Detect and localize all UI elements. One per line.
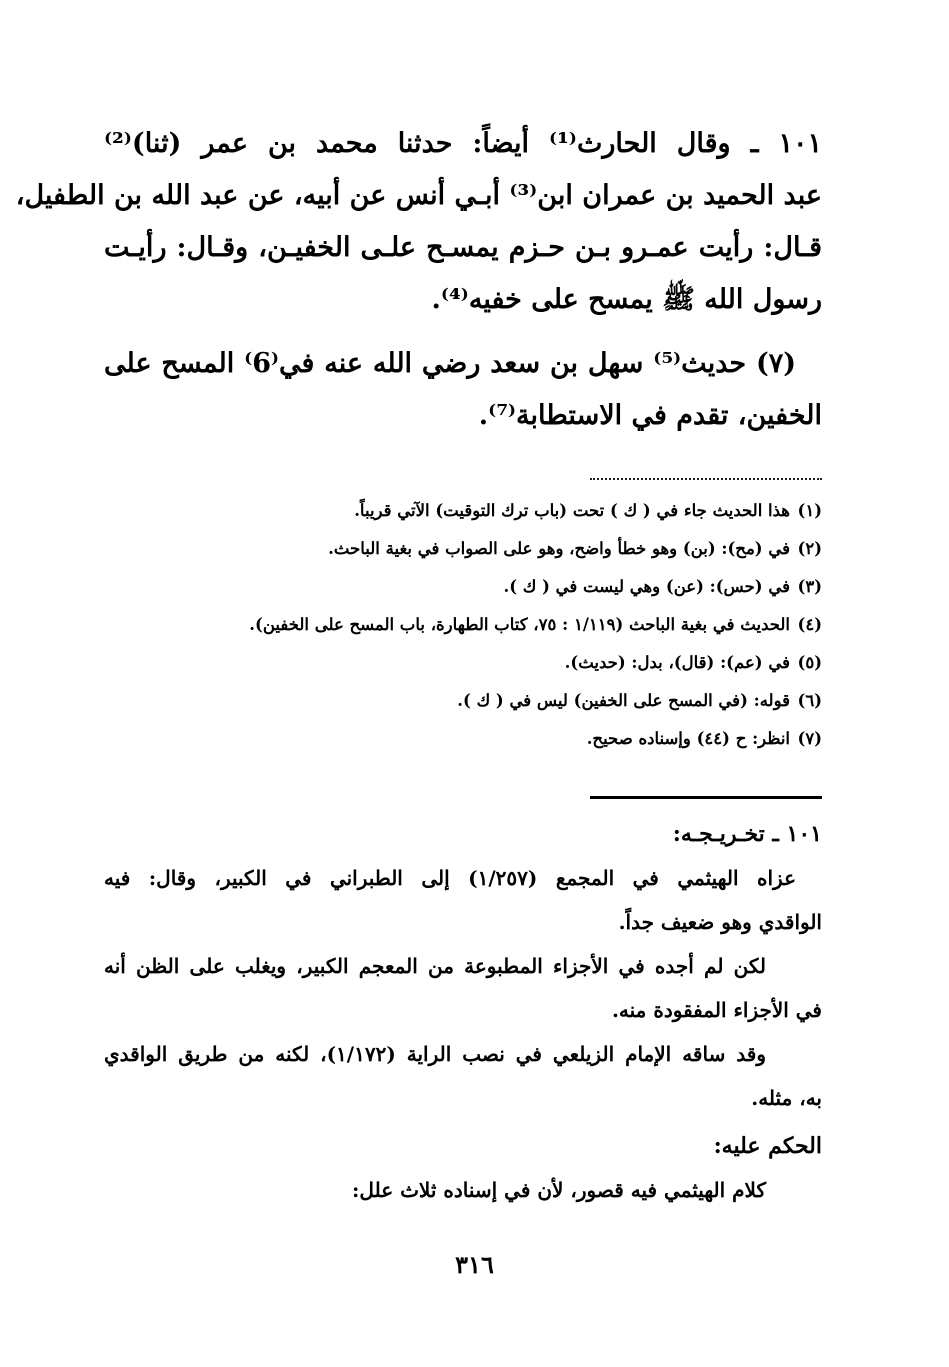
footnote-separator: [590, 478, 822, 480]
takhrij-line: لكن لم أجده في الأجزاء المطبوعة من المعجم الكبير، ويغلب على الظن أنه: [104, 954, 766, 978]
footnote-text: انظر: ح (٤٤) وإسناده صحيح.: [586, 729, 790, 748]
footnote-text: في (مح): (بن) وهو خطأ واضح، وهو على الصواب في بغية الباحث.: [328, 539, 790, 558]
footnote-number: (١): [797, 501, 822, 520]
takhrij-line: الواقدي وهو ضعيف جداً.: [618, 910, 822, 934]
page-number: ٣١٦: [455, 1250, 494, 1279]
footnote-text: الحديث في بغية الباحث (١/١١٩ : ٧٥، كتاب الطهارة، باب المسح على الخفين).: [249, 615, 790, 634]
hadith-101: [15, 118, 822, 326]
footnote-number: (٤): [797, 615, 822, 634]
footnote: [104, 568, 822, 606]
footnote-number: (٥): [797, 653, 822, 672]
footnote-number: (٧): [797, 729, 822, 748]
hadith-line: ١٠١ ـ وقال الحارث⁽¹⁾ أيضاً: حدثنا محمد بن عمر (ثنا)⁽²⁾: [104, 128, 822, 159]
footnote: [104, 606, 822, 644]
footnote-number: (٣): [797, 577, 822, 596]
footnote-text: هذا الحديث جاء في ( ك ) تحت (باب ترك التوقيت) الآتي قريباً.: [354, 501, 790, 520]
takhrij-line: عزاه الهيثمي في المجمع (١/٢٥٧) إلى الطبراني في الكبير، وقال: فيه: [104, 866, 796, 890]
footnote-number: (٦): [797, 691, 822, 710]
section-rule: [590, 796, 822, 799]
footnote: [104, 682, 822, 720]
footnote-text: في (حس): (عن) وهي ليست في ( ك ).: [503, 577, 790, 596]
footnote-text: في (عم): (قال)، بدل: (حديث).: [564, 653, 790, 672]
footnotes: [104, 492, 822, 758]
takhrij-line: في الأجزاء المفقودة منه.: [611, 998, 822, 1022]
takhrij-heading: ١٠١ ـ تخـريـجـه:: [672, 821, 822, 847]
footnote: [104, 492, 822, 530]
ruling-heading: الحكم عليه:: [713, 1133, 822, 1159]
ruling-text: كلام الهيثمي فيه قصور، لأن في إسناده ثلاث علل:: [352, 1178, 766, 1202]
footnote-text: قوله: (في المسح على الخفين) ليس في ( ك ).: [457, 691, 790, 710]
hadith-line: الخفين، تقدم في الاستطابة⁽⁷⁾.: [478, 400, 822, 431]
hadith-line: عبد الحميد بن عمران ابن⁽³⁾ أبـي أنس عن أبيه، عن عبد الله بن الطفيل،: [15, 180, 822, 211]
takhrij-line: به، مثله.: [751, 1086, 822, 1110]
footnote-number: (٢): [797, 539, 822, 558]
hadith-line: (٧) حديث⁽⁵⁾ سهل بن سعد رضي الله عنه في⁽6⁾ المسح على: [104, 348, 797, 379]
hadith-line: قـال: رأيت عمـرو بـن حـزم يمسـح علـى الخفيـن، وقـال: رأيـت: [104, 232, 822, 263]
takhrij-line: وقد ساقه الإمام الزيلعي في نصب الراية (١/١٧٢)، لكنه من طريق الواقدي: [104, 1042, 766, 1066]
footnote: [104, 720, 822, 758]
footnote: [104, 530, 822, 568]
hadith-7: [104, 338, 822, 442]
takhrij-section: [104, 812, 822, 1212]
footnote: [104, 644, 822, 682]
hadith-line: رسول الله ﷺ يمسح على خفيه⁽⁴⁾.: [431, 284, 822, 315]
